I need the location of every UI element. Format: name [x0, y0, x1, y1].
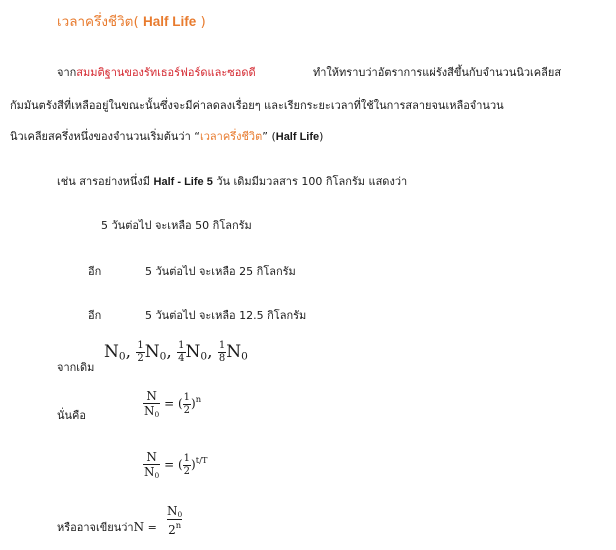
equation-n-over-n0-power-n: $\frac{N}{N_0}$ = ( $\frac{1}{2}$ )$^n$: [144, 389, 202, 419]
example-line: [57, 172, 407, 190]
paragraph-line-2: กัมมันตรังสีที่เหลืออยู่ในขณะนั้นซึ่งจะมีค่าลดลงเรื่อยๆ และเรียกระยะเวลาที่ใช้ในการสลายจนเหลือจำนวน: [10, 99, 504, 112]
rutherford-soddy-hypothesis: สมมติฐานของรัทเธอร์ฟอร์ดและซอดดี: [76, 66, 256, 79]
step-2: 5 วันต่อไป จะเหลือ 25 กิโลกรัม: [145, 265, 296, 278]
title-close: ): [196, 14, 206, 30]
sequence-expression: $N_0$, $\frac{1}{2}$ $N_0$, $\frac{1}{4}$ $N_0$, $\frac{1}{8}$ $N_0$: [104, 340, 248, 364]
equation-n-over-n0-power-t-over-T: $\frac{N}{N_0}$ = ( $\frac{1}{2}$ )$^{t/T}$: [144, 450, 208, 480]
equation-n-equals-n0-over-2n: $\frac{N_0}{2^n}$: [167, 504, 183, 538]
step-3-prefix: อีก: [88, 309, 102, 322]
example-pre: เช่น สารอย่างหนึ่งมี: [57, 175, 154, 188]
thus-label: นั่นคือ: [57, 409, 87, 422]
line3-post: ): [319, 130, 324, 143]
line3-mid: ” (: [262, 130, 276, 143]
title-thai: เวลาครึ่งชีวิต: [57, 14, 134, 30]
example-half-life: Half - Life 5: [153, 176, 213, 188]
half-life-thai-term: เวลาครึ่งชีวิต: [199, 130, 263, 143]
paragraph-line-3: [10, 127, 323, 145]
title-en: Half Life: [143, 14, 197, 29]
step-3: 5 วันต่อไป จะเหลือ 12.5 กิโลกรัม: [145, 309, 307, 322]
step-2-prefix: อีก: [88, 265, 102, 278]
alternative-form-label: หรืออาจเขียนว่าN =: [57, 520, 157, 534]
line3-pre: นิวเคลียสครึ่งหนึ่งของจำนวนเริ่มต้นว่า “: [10, 130, 200, 143]
paragraph-line-1: [57, 63, 256, 81]
step-1: 5 วันต่อไป จะเหลือ 50 กิโลกรัม: [101, 219, 252, 232]
half-life-english-term: Half Life: [275, 131, 320, 143]
title-open: (: [133, 14, 143, 30]
page-title: [57, 10, 206, 32]
line1-pre: จาก: [57, 66, 77, 79]
sequence-label: จากเดิม: [57, 361, 95, 374]
paragraph-line-1-post: ทำให้ทราบว่าอัตราการแผ่รังสีขึ้นกับจำนวนนิวเคลียส: [313, 66, 562, 79]
example-post: วัน เดิมมีมวลสาร 100 กิโลกรัม แสดงว่า: [212, 175, 408, 188]
